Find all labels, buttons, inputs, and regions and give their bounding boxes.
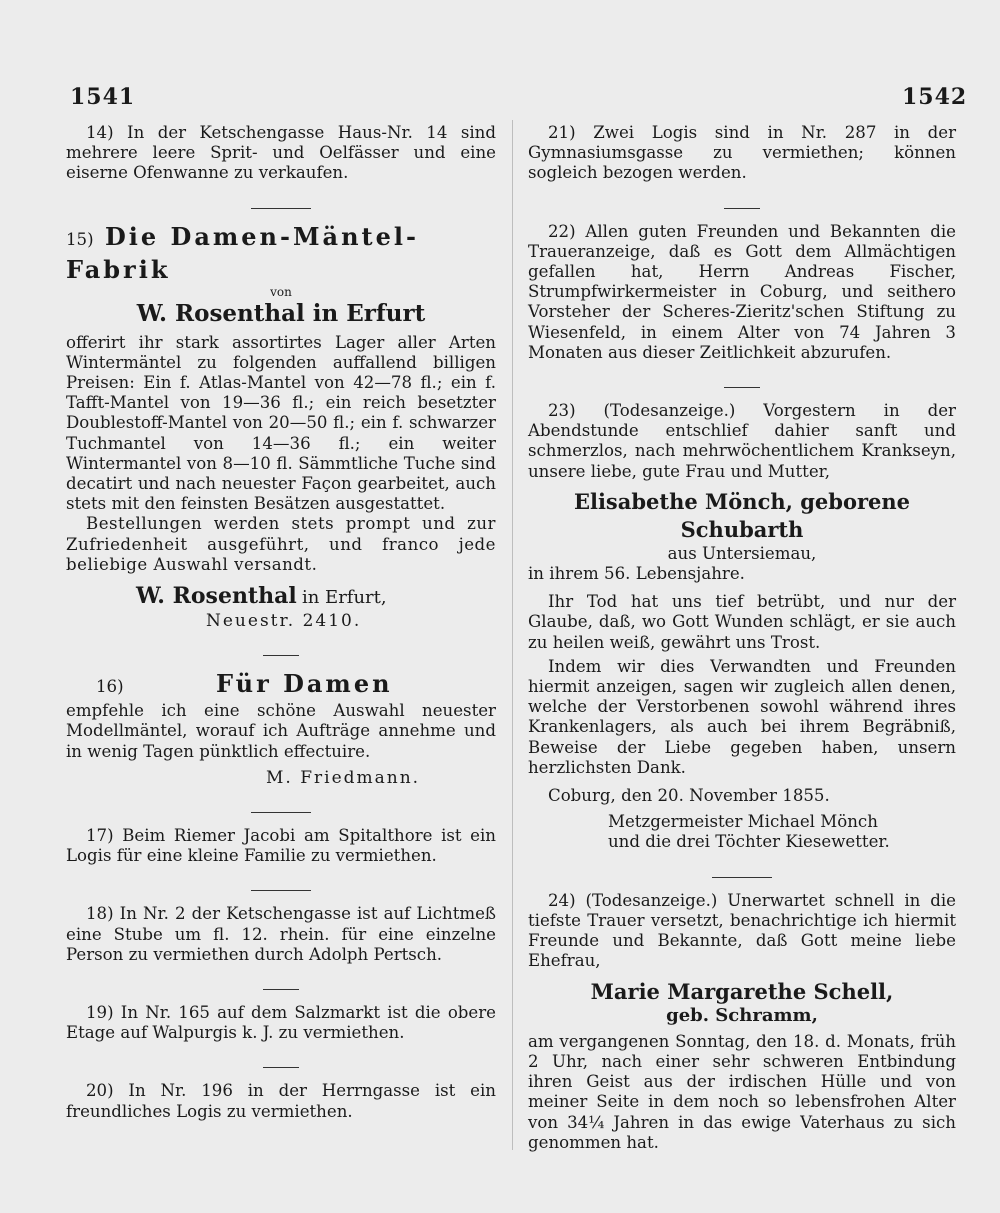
ad-16-heading: Für Damen — [216, 669, 393, 699]
ad-16-body: empfehle ich eine schöne Auswahl neuester Modellmäntel, worauf ich Aufträge annehme und in wenig Tagen pünktlich effectuire. — [66, 701, 496, 761]
ad-24-intro: 24) (Todesanzeige.) Unerwartet schnell in die tiefste Trauer versetzt, benachrichtige ich hiermit Freunde und Bekannte, daß Gott meine liebe Ehefrau, — [528, 890, 956, 971]
ad-24-name: Marie Margarethe Schell, — [590, 978, 894, 1004]
separator — [528, 373, 956, 381]
ad-16-number: 16) — [96, 677, 124, 697]
right-column — [528, 123, 956, 1153]
left-page-number: 1541 — [70, 84, 136, 110]
ad-15-body: offerirt ihr stark assortirtes Lager aller Arten Wintermäntel zu folgenden auffallend billigen Preisen: Ein f. Atlas-Mantel von 42—78 fl.; ein f. Tafft-Mantel von 19—36 fl.; ein reich besetzter Doublestoff-Mantel von 20—50 fl.; ein f. schwarzer Tuchmantel von 14—36 fl.; ein weiter Wintermantel von 8—10 fl. Sämmtliche Tuche sind decatirt und nach neuester Façon gearbeitet, auch stets mit den feinsten Besätzen ausgestattet. — [66, 332, 496, 514]
ad-23-intro: 23) (Todesanzeige.) Vorgestern in der Abendstunde entschlief dahier sanft und schmerzlos, nach mehrwöchentlichem Krankseyn, unsere liebe, gute Frau und Mutter, — [528, 401, 956, 481]
ad-23-name: Elisabethe Mönch, geborene Schubarth — [573, 488, 911, 542]
ad-16-signature: M. Friedmann. — [266, 767, 421, 788]
ad-15-body2: Bestellungen werden stets prompt und zur Zufriedenheit ausgeführt, und franco jede beliebige Auswahl versandt. — [66, 514, 496, 574]
ad-14: 14) In der Ketschengasse Haus-Nr. 14 sind mehrere leere Sprit- und Oelfässer und eine eiserne Ofenwanne zu verkaufen. — [66, 123, 496, 183]
ad-23-para2: Indem wir dies Verwandten und Freunden hiermit anzeigen, sagen wir zugleich allen denen, welche der Verstorbenen sowohl während ihres Krankenlagers, als auch bei ihrem Begräbniß, Beweise der Liebe gegeben haben, unsern herzlichsten Dank. — [528, 656, 956, 777]
separator — [66, 975, 496, 983]
ad-18: 18) In Nr. 2 der Ketschengasse ist auf Lichtmeß eine Stube um fl. 12. rhein. für eine einzelne Person zu vermiethen durch Adolph Pertsch. — [66, 904, 496, 964]
ad-15-sig-firm: W. Rosenthal — [136, 583, 297, 610]
separator — [66, 641, 496, 649]
separator — [66, 1053, 496, 1061]
left-column — [66, 123, 496, 1122]
ad-23-origin: aus Untersiemau, — [667, 543, 817, 563]
ad-15-sig-addr: Neuestr. 2410. — [206, 611, 362, 632]
ad-23-sig2: und die drei Töchter Kiesewetter. — [608, 832, 890, 852]
ad-20: 20) In Nr. 196 in der Herrngasse ist ein freundliches Logis zu vermiethen. — [66, 1081, 496, 1121]
ad-22: 22) Allen guten Freunden und Bekannten die Traueranzeige, daß es Gott dem Allmächtigen gefallen hat, Herrn Andreas Fischer, Strumpfwirkermeister in Coburg, und seithero Vorsteher der Scheres-Zieritz'schen Stiftung zu Wiesenfeld, in einem Alter von 74 Jahren 3 Monaten aus dieser Zeitlichkeit abzurufen. — [528, 221, 956, 362]
ad-15-number: 15) — [66, 229, 94, 249]
ad-17: 17) Beim Riemer Jacobi am Spitalthore ist ein Logis für eine kleine Familie zu vermiethen. — [66, 826, 496, 866]
ad-23-date: Coburg, den 20. November 1855. — [548, 786, 830, 806]
ad-24-maiden: geb. Schramm, — [666, 1004, 818, 1026]
separator — [66, 798, 496, 806]
separator — [66, 876, 496, 884]
ad-23-sig1: Metzgermeister Michael Mönch — [608, 812, 878, 832]
ad-19: 19) In Nr. 165 auf dem Salzmarkt ist die obere Etage auf Walpurgis k. J. zu vermiethen. — [66, 1003, 496, 1043]
ad-23-age: in ihrem 56. Lebensjahre. — [528, 564, 745, 584]
ad-21: 21) Zwei Logis sind in Nr. 287 in der Gymnasiumsgasse zu vermiethen; können sogleich bezogen werden. — [528, 123, 956, 183]
ad-23-para1: Ihr Tod hat uns tief betrübt, und nur der Glaube, daß, wo Gott Wunden schlägt, er sie auch zu heilen weiß, gewährt uns Trost. — [528, 592, 956, 652]
ad-15-heading: Die Damen-Mäntel-Fabrik — [66, 221, 419, 284]
ad-15-sig-place: in Erfurt, — [301, 587, 387, 609]
separator — [66, 194, 496, 202]
ad-15-title — [66, 222, 496, 285]
ad-24-body: am vergangenen Sonntag, den 18. d. Monats, früh 2 Uhr, nach einer sehr schweren Entbindung ihren Geist aus der irdischen Hülle und von meiner Seite in dem noch so lebensfrohen Alter von 34¼ Jahren in das ewige Vaterhaus zu sich genommen hat. — [528, 1031, 956, 1152]
column-divider — [512, 120, 513, 1150]
ad-15-von: von — [270, 284, 292, 299]
ad-15-signature — [66, 581, 496, 611]
right-page-number: 1542 — [902, 84, 968, 110]
separator — [528, 863, 956, 871]
ad-16-title-row — [66, 669, 496, 701]
ad-15-firm: W. Rosenthal in Erfurt — [136, 299, 426, 327]
separator — [528, 194, 956, 202]
